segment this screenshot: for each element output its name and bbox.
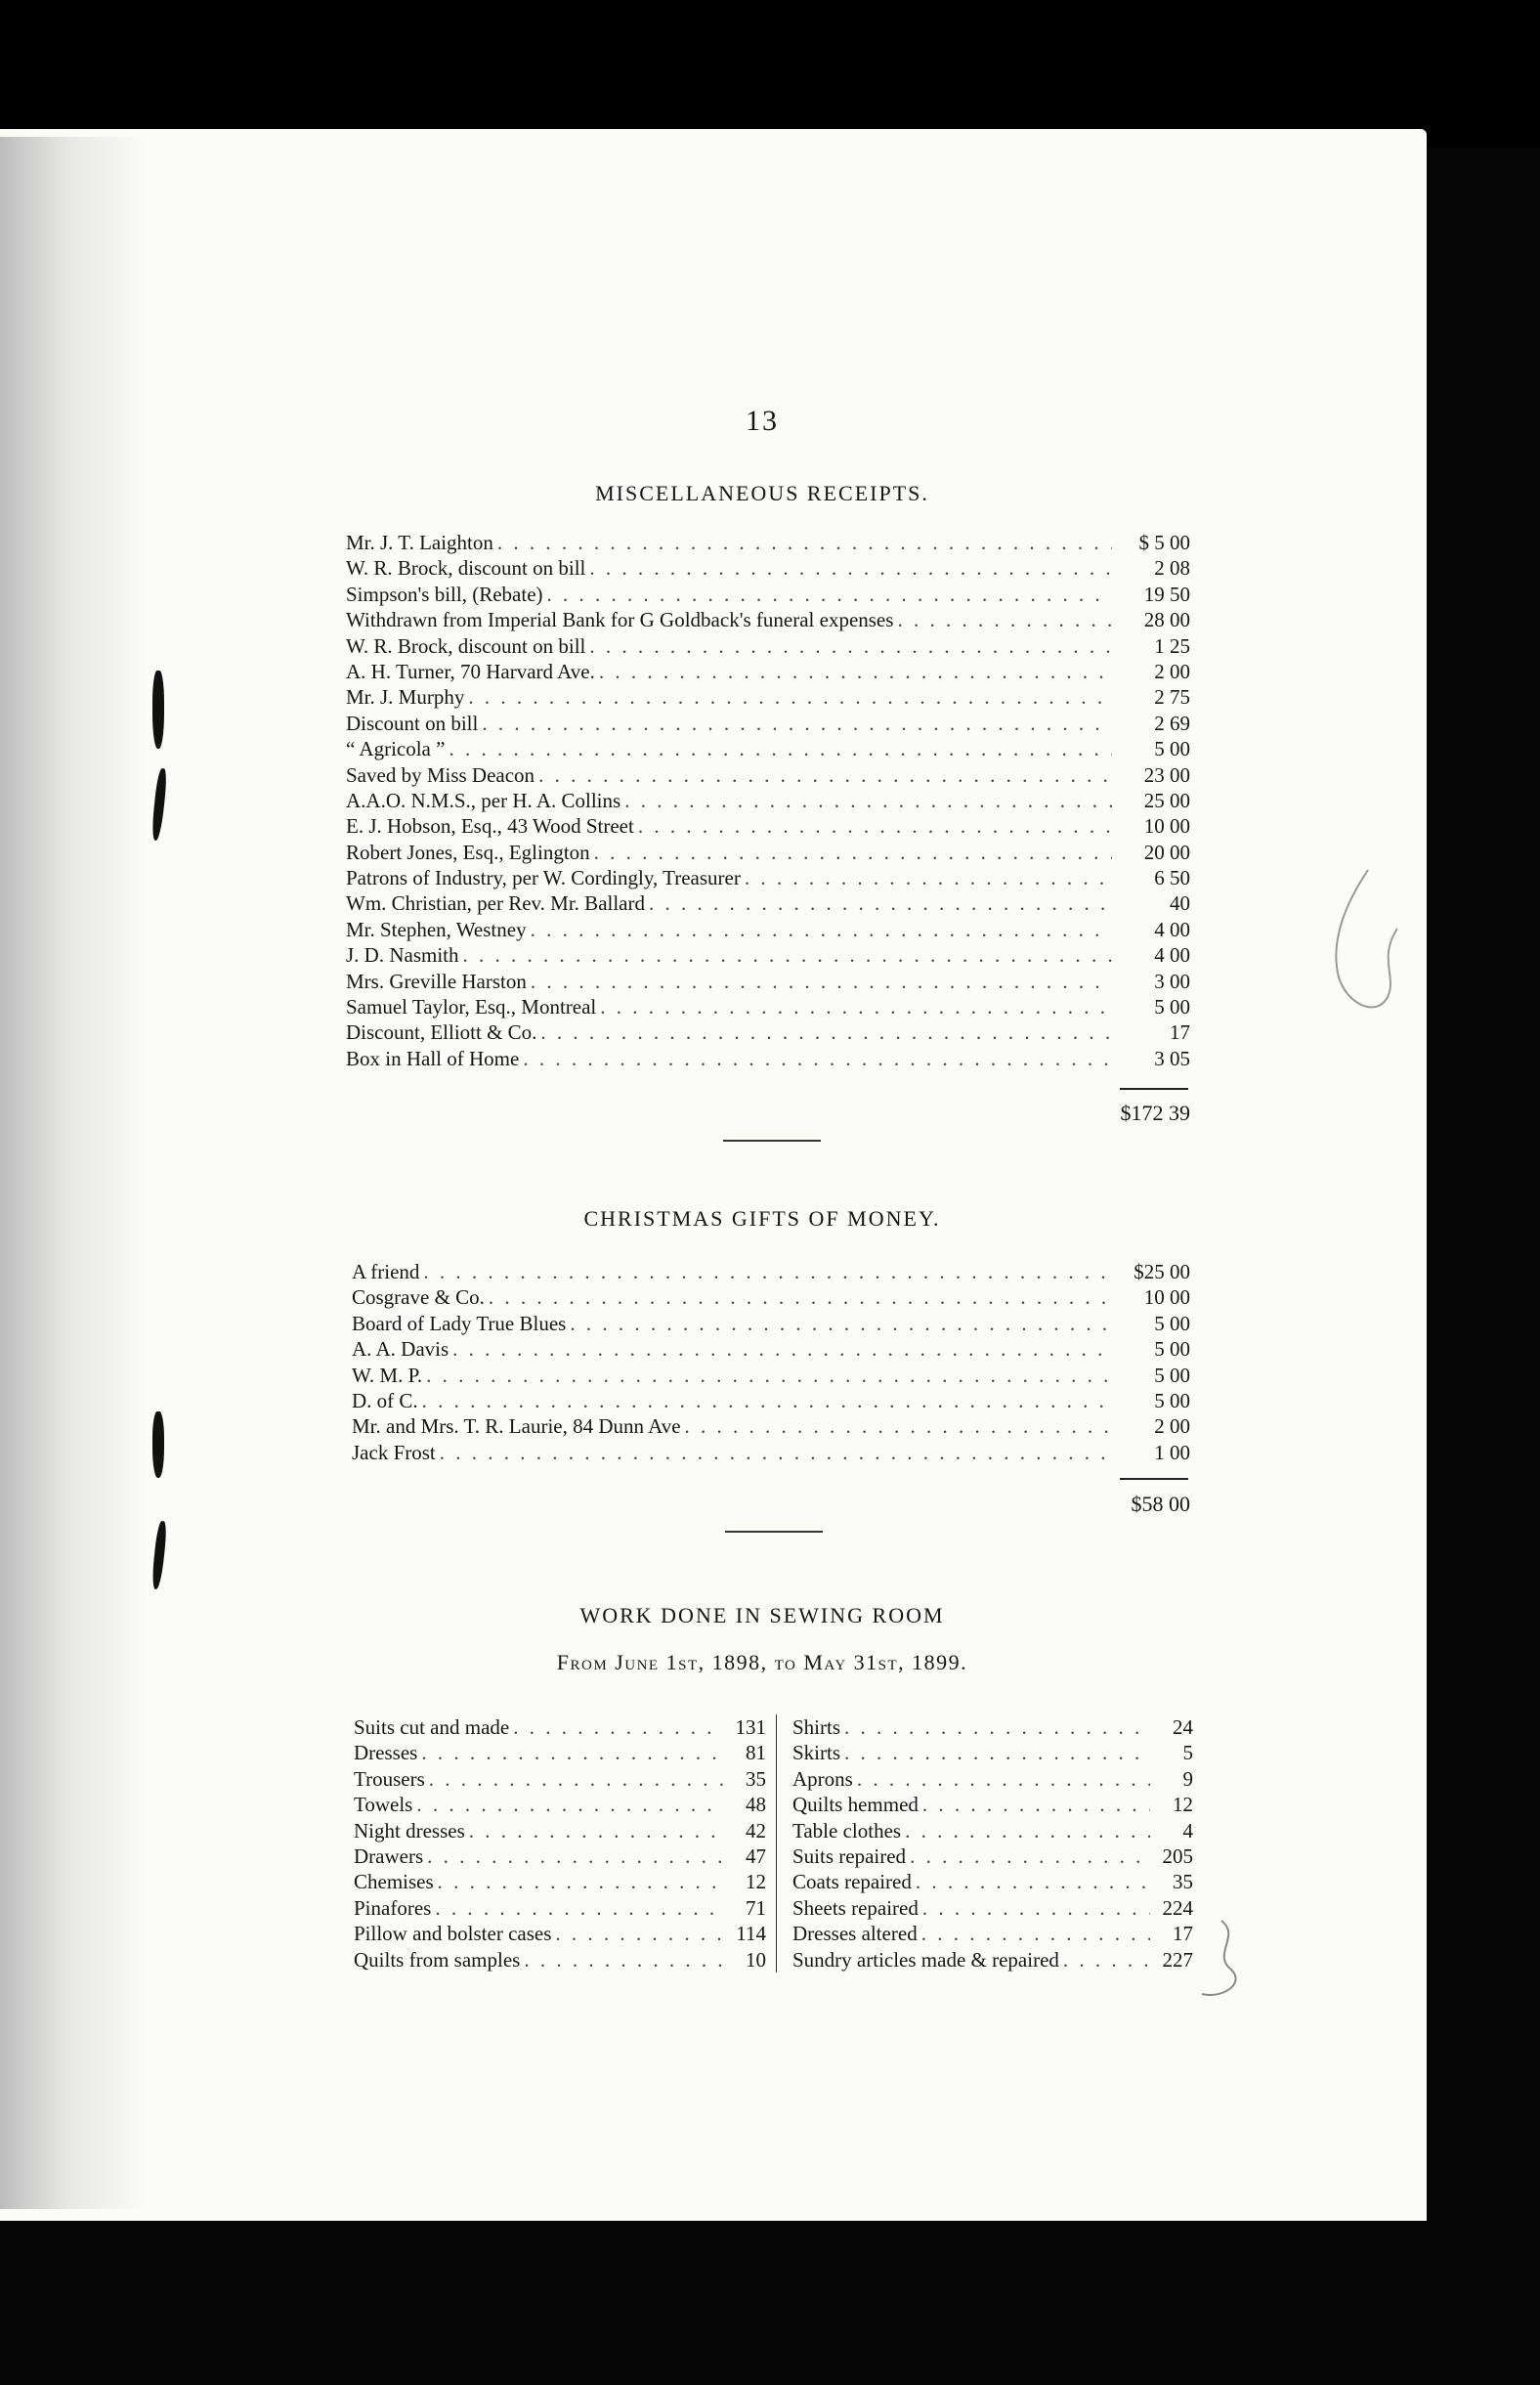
item-count: 47 xyxy=(746,1843,766,1868)
sewing-room-table xyxy=(354,1714,1194,1973)
section-divider xyxy=(725,1531,823,1533)
dot-leader xyxy=(585,633,1112,659)
total-rule xyxy=(1120,1088,1188,1090)
item-name: Coats repaired xyxy=(792,1870,912,1894)
entry-amount: 40 xyxy=(1170,891,1190,916)
entry-amount: 20 00 xyxy=(1143,840,1190,864)
entry-amount: 28 00 xyxy=(1143,608,1190,632)
work-row xyxy=(792,1714,1193,1740)
ledger-row xyxy=(346,813,1190,839)
item-name: Quilts hemmed xyxy=(792,1793,919,1817)
dot-leader xyxy=(645,890,1112,916)
work-row xyxy=(792,1947,1193,1973)
entry-amount: 17 xyxy=(1170,1020,1190,1045)
work-row xyxy=(792,1843,1193,1869)
ledger-row xyxy=(346,890,1190,916)
margin-mark xyxy=(152,1411,164,1478)
entry-name: D. of C. xyxy=(352,1388,418,1412)
item-name: Shirts xyxy=(792,1715,841,1739)
entry-amount: 2 75 xyxy=(1154,685,1190,710)
entry-amount: 23 00 xyxy=(1143,762,1190,787)
item-count: 12 xyxy=(1173,1793,1193,1817)
ledger-row xyxy=(352,1336,1190,1362)
dot-leader xyxy=(536,1019,1112,1045)
entry-amount: 19 50 xyxy=(1143,582,1190,606)
work-row xyxy=(792,1740,1193,1765)
item-name: Towels xyxy=(354,1793,413,1817)
work-row xyxy=(792,1921,1193,1946)
item-count: 12 xyxy=(746,1870,766,1894)
item-count: 131 xyxy=(735,1715,766,1739)
dot-leader xyxy=(893,607,1112,632)
margin-mark xyxy=(152,671,164,749)
ledger-row xyxy=(352,1284,1190,1310)
item-count: 5 xyxy=(1182,1741,1193,1765)
item-count: 42 xyxy=(746,1818,766,1843)
ledger-row xyxy=(346,994,1190,1019)
entry-amount: 2 00 xyxy=(1154,1414,1190,1439)
ledger-row xyxy=(346,865,1190,890)
ledger-row xyxy=(346,684,1190,710)
ledger-row xyxy=(346,788,1190,813)
dot-leader xyxy=(853,1766,1150,1792)
entry-amount: 3 00 xyxy=(1154,969,1190,993)
dot-leader xyxy=(585,555,1112,581)
item-count: 48 xyxy=(746,1793,766,1817)
ledger-row xyxy=(346,633,1190,659)
entry-amount: 10 00 xyxy=(1143,1285,1190,1310)
ledger-row xyxy=(346,840,1190,865)
item-name: Night dresses xyxy=(354,1818,465,1843)
dot-leader xyxy=(527,917,1112,942)
item-name: Sundry articles made & repaired xyxy=(792,1947,1059,1972)
entry-amount: 4 00 xyxy=(1154,943,1190,968)
item-count: 9 xyxy=(1182,1766,1193,1791)
dot-leader xyxy=(543,582,1112,607)
entry-name: Mr. J. T. Laighton xyxy=(346,531,493,554)
dot-leader xyxy=(412,1792,723,1817)
work-row xyxy=(354,1947,776,1973)
dot-leader xyxy=(445,736,1112,761)
dot-leader xyxy=(1059,1947,1150,1973)
dot-leader xyxy=(519,1046,1112,1071)
entry-amount: 3 05 xyxy=(1154,1046,1190,1070)
total-rule xyxy=(1120,1478,1188,1480)
page-number: 13 xyxy=(746,405,779,437)
entry-name: A.A.O. N.M.S., per H. A. Collins xyxy=(346,788,621,812)
entry-name: A friend xyxy=(352,1260,420,1283)
dot-leader xyxy=(422,1363,1112,1388)
item-name: Suits cut and made xyxy=(354,1715,510,1739)
dot-leader xyxy=(535,762,1112,788)
work-row xyxy=(792,1895,1193,1921)
christmas-gifts-total: $58 00 xyxy=(1131,1492,1190,1516)
entry-amount: 5 00 xyxy=(1154,1388,1190,1412)
item-name: Trousers xyxy=(354,1766,425,1791)
dot-leader xyxy=(620,788,1112,813)
entry-name: Cosgrave & Co. xyxy=(352,1285,485,1310)
dot-leader xyxy=(418,1388,1112,1413)
work-row xyxy=(354,1766,776,1792)
dot-leader xyxy=(912,1869,1150,1894)
dot-leader xyxy=(434,1869,723,1894)
ledger-row xyxy=(346,1046,1190,1071)
entry-amount: 25 00 xyxy=(1143,788,1190,812)
dot-leader xyxy=(464,684,1112,710)
dot-leader xyxy=(551,1921,723,1946)
dot-leader xyxy=(493,530,1112,555)
entry-name: Mr. and Mrs. T. R. Laurie, 84 Dunn Ave xyxy=(352,1414,681,1439)
item-name: Table clothes xyxy=(792,1818,902,1843)
entry-amount: 5 00 xyxy=(1154,1363,1190,1387)
entry-name: Mrs. Greville Harston xyxy=(346,969,527,993)
item-count: 17 xyxy=(1173,1922,1193,1946)
dot-leader xyxy=(741,865,1112,890)
entry-amount: $ 5 00 xyxy=(1138,531,1190,554)
dot-leader xyxy=(918,1921,1150,1946)
item-name: Suits repaired xyxy=(792,1843,907,1868)
dot-leader xyxy=(465,1818,723,1843)
dot-leader xyxy=(840,1740,1150,1765)
dot-leader xyxy=(509,1714,723,1740)
ledger-row xyxy=(346,582,1190,607)
dot-leader xyxy=(417,1740,723,1765)
dot-leader xyxy=(527,969,1112,994)
dot-leader xyxy=(840,1714,1150,1740)
item-count: 81 xyxy=(746,1741,766,1765)
ledger-row xyxy=(346,942,1190,968)
ledger-row xyxy=(346,736,1190,761)
ledger-row xyxy=(352,1311,1190,1336)
entry-name: W. M. P. xyxy=(352,1363,423,1387)
ledger-row xyxy=(346,917,1190,942)
entry-amount: 5 00 xyxy=(1154,1337,1190,1362)
work-row xyxy=(354,1895,776,1921)
ledger-row xyxy=(352,1413,1190,1439)
dot-leader xyxy=(590,840,1112,865)
entry-name: Jack Frost xyxy=(352,1440,436,1464)
entry-name: W. R. Brock, discount on bill xyxy=(346,556,586,581)
ledger-row xyxy=(346,711,1190,736)
section-divider xyxy=(723,1140,821,1142)
item-name: Drawers xyxy=(354,1843,424,1868)
dot-leader xyxy=(681,1413,1112,1439)
item-name: Skirts xyxy=(792,1741,841,1765)
ledger-row xyxy=(346,530,1190,555)
entry-amount: 5 00 xyxy=(1154,995,1190,1019)
dot-leader xyxy=(520,1947,723,1973)
item-count: 114 xyxy=(736,1922,766,1946)
entry-name: J. D. Nasmith xyxy=(346,943,459,968)
entry-amount: 5 00 xyxy=(1154,737,1190,761)
entry-amount: 4 00 xyxy=(1154,917,1190,941)
misc-receipts-total: $172 39 xyxy=(1120,1101,1190,1125)
dot-leader xyxy=(449,1336,1112,1362)
entry-amount: 1 00 xyxy=(1154,1440,1190,1464)
misc-receipts-title: MISCELLANEOUS RECEIPTS. xyxy=(595,481,929,505)
item-name: Aprons xyxy=(792,1766,853,1791)
christmas-gifts-list xyxy=(352,1259,1190,1465)
item-name: Pillow and bolster cases xyxy=(354,1922,552,1946)
work-row xyxy=(354,1843,776,1869)
item-name: Dresses xyxy=(354,1741,418,1765)
entry-name: Saved by Miss Deacon xyxy=(346,762,535,787)
entry-name: Discount, Elliott & Co. xyxy=(346,1020,537,1045)
entry-amount: 2 00 xyxy=(1154,659,1190,683)
item-name: Quilts from samples xyxy=(354,1947,521,1972)
dot-leader xyxy=(634,813,1112,839)
dot-leader xyxy=(595,659,1112,684)
work-row xyxy=(354,1740,776,1765)
work-row xyxy=(792,1766,1193,1792)
dot-leader xyxy=(919,1792,1150,1817)
scan-border-top xyxy=(0,0,1540,147)
dot-leader xyxy=(478,711,1112,736)
ledger-row xyxy=(346,555,1190,581)
work-row xyxy=(354,1869,776,1894)
item-count: 205 xyxy=(1162,1843,1193,1868)
entry-amount: 6 50 xyxy=(1154,866,1190,890)
item-name: Pinafores xyxy=(354,1895,432,1920)
entry-name: Box in Hall of Home xyxy=(346,1046,520,1070)
item-name: Chemises xyxy=(354,1870,434,1894)
item-name: Sheets repaired xyxy=(792,1895,919,1920)
ledger-row xyxy=(352,1259,1190,1284)
work-row xyxy=(354,1714,776,1740)
dot-leader xyxy=(901,1818,1150,1843)
entry-name: Discount on bill xyxy=(346,711,479,735)
dot-leader xyxy=(459,942,1113,968)
dot-leader xyxy=(596,994,1112,1019)
entry-amount: 10 00 xyxy=(1143,814,1190,839)
dot-leader xyxy=(425,1766,723,1792)
entry-name: Samuel Taylor, Esq., Montreal xyxy=(346,995,597,1019)
dot-leader xyxy=(431,1895,723,1921)
entry-amount: 2 69 xyxy=(1154,711,1190,735)
work-row xyxy=(354,1921,776,1946)
work-row xyxy=(792,1818,1193,1843)
ledger-row xyxy=(352,1440,1190,1465)
entry-name: W. R. Brock, discount on bill xyxy=(346,633,586,658)
entry-name: Wm. Christian, per Rev. Mr. Ballard xyxy=(346,891,645,916)
ledger-row xyxy=(346,762,1190,788)
entry-name: A. H. Turner, 70 Harvard Ave. xyxy=(346,659,595,683)
dot-leader xyxy=(436,1440,1112,1465)
sewing-left-column xyxy=(354,1714,776,1973)
entry-name: A. A. Davis xyxy=(352,1337,449,1362)
entry-name: Board of Lady True Blues xyxy=(352,1311,567,1335)
misc-receipts-list xyxy=(346,530,1190,1071)
ledger-row xyxy=(346,607,1190,632)
ledger-row xyxy=(346,969,1190,994)
entry-name: Simpson's bill, (Rebate) xyxy=(346,582,543,606)
dot-leader xyxy=(423,1843,723,1869)
entry-amount: 1 25 xyxy=(1154,633,1190,658)
item-count: 224 xyxy=(1162,1895,1193,1920)
page-gutter-shadow xyxy=(0,137,147,2209)
dot-leader xyxy=(566,1311,1112,1336)
item-count: 227 xyxy=(1162,1947,1193,1972)
item-count: 10 xyxy=(746,1947,766,1972)
ledger-row xyxy=(352,1363,1190,1388)
work-row xyxy=(354,1818,776,1843)
work-row xyxy=(792,1869,1193,1894)
item-count: 35 xyxy=(746,1766,766,1791)
item-name: Dresses altered xyxy=(792,1922,918,1946)
dot-leader xyxy=(919,1895,1150,1921)
work-row xyxy=(792,1792,1193,1817)
item-count: 24 xyxy=(1173,1715,1193,1739)
sewing-room-date-range: From June 1st, 1898, to May 31st, 1899. xyxy=(556,1650,968,1674)
christmas-gifts-title: CHRISTMAS GIFTS OF MONEY. xyxy=(583,1206,941,1231)
pencil-scribble xyxy=(1309,860,1427,1036)
pencil-scribble xyxy=(1192,1916,1261,2004)
entry-amount: 5 00 xyxy=(1154,1311,1190,1335)
entry-amount: 2 08 xyxy=(1154,556,1190,581)
sewing-right-column xyxy=(776,1714,1193,1973)
dot-leader xyxy=(485,1284,1112,1310)
ledger-row xyxy=(346,659,1190,684)
sewing-room-title: WORK DONE IN SEWING ROOM xyxy=(579,1603,945,1627)
ledger-row xyxy=(352,1388,1190,1413)
entry-name: Robert Jones, Esq., Eglington xyxy=(346,840,590,864)
item-count: 35 xyxy=(1173,1870,1193,1894)
entry-name: Mr. Stephen, Westney xyxy=(346,917,527,941)
dot-leader xyxy=(419,1259,1112,1284)
item-count: 71 xyxy=(746,1895,766,1920)
work-row xyxy=(354,1792,776,1817)
entry-name: “ Agricola ” xyxy=(346,737,446,761)
entry-name: Withdrawn from Imperial Bank for G Goldback's funeral expenses xyxy=(346,608,894,632)
entry-name: Mr. J. Murphy xyxy=(346,685,465,710)
entry-name: Patrons of Industry, per W. Cordingly, Treasurer xyxy=(346,866,741,890)
ledger-row xyxy=(346,1019,1190,1045)
dot-leader xyxy=(906,1843,1150,1869)
entry-name: E. J. Hobson, Esq., 43 Wood Street xyxy=(346,814,634,839)
item-count: 4 xyxy=(1182,1818,1193,1843)
entry-amount: $25 00 xyxy=(1134,1260,1190,1283)
